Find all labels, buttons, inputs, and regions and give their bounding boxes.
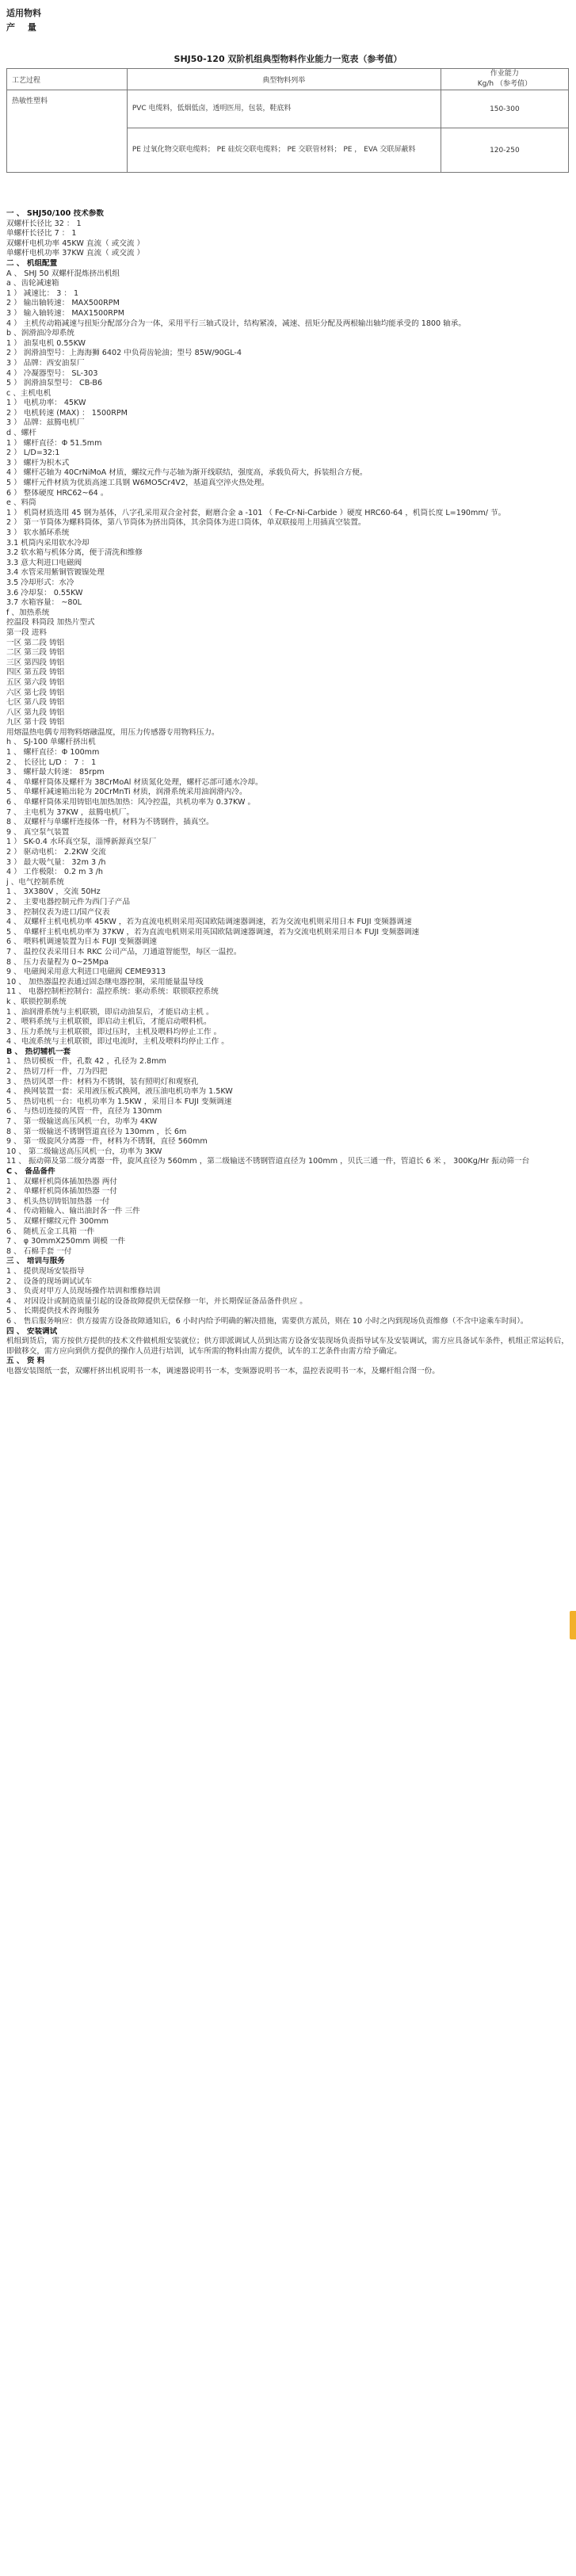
body-line: 3 ） 品牌：西安油泵厂 xyxy=(6,358,85,368)
body-line: a 、齿轮减速箱 xyxy=(6,279,59,288)
table-cell-materials: PVC 电缆料，低烟低卤，透明医用，包装，鞋底料 xyxy=(127,90,441,128)
section-heading: B 、 热切辅机一套 xyxy=(6,1047,71,1056)
body-line: 3 、 控制仪表为进口/国产仪表 xyxy=(6,907,110,917)
body-line: 5 、 双螺杆螺纹元件 300mm xyxy=(6,1216,109,1226)
body-line: 一区 第二段 铸铝 xyxy=(6,638,65,647)
body-line: 4 、 单螺杆筒体及螺杆为 38CrMoAl 材质氮化处理，螺杆芯部可通水冷却。 xyxy=(6,777,263,787)
body-line: 3 ） 最大吸气量： 32m 3 /h xyxy=(6,857,106,867)
body-line: 五区 第六段 铸铝 xyxy=(6,677,65,687)
body-line: 8 、 双螺杆与单螺杆连接体一件，材料为不锈钢件，插真空。 xyxy=(6,818,214,827)
document-title: SHJ50-120 双阶机组典型物料作业能力一览表（参考值） xyxy=(174,54,402,64)
body-line: 单螺杆电机功率 37KW 直流（ 或交流 ） xyxy=(6,249,145,258)
body-line: e 、料筒 xyxy=(6,498,36,508)
body-line: 1 ） SK-0.4 水环真空泵，淄博新源真空泵厂 xyxy=(6,838,157,847)
body-line: c 、主机电机 xyxy=(6,388,51,398)
body-line: 4 ） 螺杆芯轴为 40CrNiMoA 材质，螺纹元件与芯轴为渐开线联结，强度高，承载负荷大，拆装组合方便。 xyxy=(6,468,368,478)
body-line: 4 、 换网装置一套：采用液压板式换网，液压油电机功率为 1.5KW xyxy=(6,1087,233,1097)
body-line: 2 ） L/D=32:1 xyxy=(6,448,60,458)
body-line: 9 、 真空泵气装置 xyxy=(6,827,70,837)
body-line: 1 、 螺杆直径：Φ 100mm xyxy=(6,748,100,758)
body-line: 九区 第十段 铸铝 xyxy=(6,718,65,727)
body-line: 六区 第七段 铸铝 xyxy=(6,688,65,697)
body-line: 2 、喂料系统与主机联锁，即启动主机后，才能启动喂料机。 xyxy=(6,1017,212,1027)
body-line: 用熔温热电偶专用物料熔融温度，用压力传感器专用物料压力。 xyxy=(6,727,219,737)
table-cell-process: 热敏性塑料 xyxy=(7,90,128,173)
body-line: k 、联锁控制系统 xyxy=(6,997,67,1006)
body-line: 3 、 热切风罩一件：材料为不锈钢，装有照明灯和观察孔 xyxy=(6,1077,199,1086)
body-line: 3 ） 输入轴转速： MAX1500RPM xyxy=(6,308,124,318)
body-line: 1 ） 螺杆直径：Φ 51.5mm xyxy=(6,438,102,448)
body-line: 11 、 电器控制柜控制台：温控系统：驱动系统：联锁联控系统 xyxy=(6,987,219,997)
body-line: 控温段 料筒段 加热片型式 xyxy=(6,618,95,628)
body-line: h 、 SJ-100 单螺杆挤出机 xyxy=(6,738,96,747)
table-header-materials: 典型物料列举 xyxy=(127,69,441,90)
body-line: 3.6 冷却泵： 0.55KW xyxy=(6,588,83,597)
section-heading: C 、 备品备件 xyxy=(6,1167,55,1176)
body-line: 3.3 意大利进口电磁阀 xyxy=(6,558,82,567)
table-row xyxy=(7,90,569,128)
body-line: 4 ） 主机传动箱减速与扭矩分配部分合为一体，采用平行三轴式设计，结构紧凑，减速、扭矩分配及两根输出轴均能承受的 1800 轴承。 xyxy=(6,319,466,328)
body-line: 6 ） 整体硬度 HRC62~64 。 xyxy=(6,488,109,498)
body-line: 9 、 电磁阀采用意大利进口电磁阀 CEME9313 xyxy=(6,967,166,977)
section-heading: 二 、 机组配置 xyxy=(6,258,58,268)
body-line: 三区 第四段 铸铝 xyxy=(6,658,65,667)
header-materials: 适用物料 xyxy=(6,8,41,18)
body-line: 10 、 第二级输送高压风机一台，功率为 3KW xyxy=(6,1147,162,1156)
body-line: 4 、 双螺杆主机电机功率 45KW ，若为直流电机则采用英国欧陆调速器调速，若为交流电机则采用日本 FUJI 变频器调速 xyxy=(6,918,412,927)
section-heading: 三 、 培训与服务 xyxy=(6,1257,65,1266)
body-line: 1 、 双螺杆机筒体插加热器 两付 xyxy=(6,1177,117,1186)
body-line: 2 、 长径比 L/D ： 7 ： 1 xyxy=(6,758,97,767)
body-line: 3.2 软水箱与机体分离，便于清洗和维修 xyxy=(6,548,143,558)
body-line: 2 ） 润滑油型号：上海海狮 6402 中负荷齿轮油；型号 85W/90GL-4 xyxy=(6,349,242,358)
body-line: 4 、 传动箱输入、输出油封各一件 三件 xyxy=(6,1207,140,1216)
table-cell-capacity: 150-300 xyxy=(441,90,568,128)
section-heading: 一 、 SHJ50/100 技术参数 xyxy=(6,209,104,218)
body-line: 6 、 单螺杆筒体采用铸铝电加热加热：风冷控温，共机功率为 0.37KW 。 xyxy=(6,798,256,807)
table-cell-materials: PE 过氧化物交联电缆料； PE 硅烷交联电缆料； PE 交联管材料； PE ， EVA 交联屏蔽料 xyxy=(127,128,441,173)
body-line: 5 、 单螺杆主机电机功率为 37KW ，若为直流电机则采用英国欧陆调速器调速，若为交流电机则采用日本 FUJI 变频器调速 xyxy=(6,927,420,937)
body-line: 2 、 主要电器控制元件为西门子产品 xyxy=(6,897,131,906)
body-line: 二区 第三段 铸铝 xyxy=(6,648,65,658)
body-line: 8 、 压力表量程为 0~25Mpa xyxy=(6,957,109,967)
table-cell-capacity: 120-250 xyxy=(441,128,568,173)
body-line: 7 、 第一级输送高压风机一台，功率为 4KW xyxy=(6,1117,158,1127)
header-output: 产 量 xyxy=(6,22,41,32)
capacity-table xyxy=(6,68,569,173)
body-line: 1 ） 机筒材质选用 45 钢为基体，八字孔采用双合金衬套，耐磨合金 a -101 （ Fe-Cr-Ni-Carbide ）硬度 HRC60-64 ，机筒长度 L=190mm/ 节。 xyxy=(6,508,506,517)
body-line: 双螺杆电机功率 45KW 直流（ 或交流 ） xyxy=(6,239,145,248)
body-line: 双螺杆长径比 32 ： 1 xyxy=(6,219,82,228)
body-line: 7 、 温控仪表采用日本 RKC 公司产品，刀通道智能型，每区一温控。 xyxy=(6,947,242,956)
body-line: 10 、 加热器温控表通过固态继电器控制，采用能量温导线 xyxy=(6,977,204,987)
body-line: 机组到货后，需方按供方提供的技术文件做机组安装就位；供方即派调试人员到达需方设备安装现场负责指导试车及安装调试，需方应具备试车条件，机组正常运转后，即做移交，需方应向到供方提供的操作人员进行培训，试车所需的物料由需方提供，试车的工艺条件由需方给予确定。 xyxy=(6,1337,569,1356)
body-line: 4 、 对因设计或制造质量引起的设备故障提供无偿保修一年，并长期保证备品备件供应 。 xyxy=(6,1296,307,1306)
body-line: 3 、 机头热切铸铝加热器 一付 xyxy=(6,1196,110,1206)
section-heading: 四 、 安装调试 xyxy=(6,1326,58,1336)
section-heading: 五 、 资 料 xyxy=(6,1357,45,1366)
document-body xyxy=(6,209,570,1376)
body-line: 6 、 喂料机调速装置为日本 FUJI 变频器调速 xyxy=(6,937,158,947)
body-line: 6 、 与热切连接的风管一件，直径为 130mm xyxy=(6,1107,162,1116)
body-line: 5 、 单螺杆减速箱出轮为 20CrMnTi 材质，润滑系统采用油润滑内冷。 xyxy=(6,788,247,797)
body-line: 1 ） 减速比： 3 ： 1 xyxy=(6,288,79,298)
body-line: j 、电气控制系统 xyxy=(6,877,64,887)
body-line: 6 、 随机五金工具箱 一件 xyxy=(6,1227,95,1236)
body-line: 1 ） 油泵电机 0.55KW xyxy=(6,338,86,348)
body-line: 5 、 长期提供技术咨询服务 xyxy=(6,1307,100,1316)
body-line: 1 、 热切模板一件，孔数 42 ，孔径为 2.8mm xyxy=(6,1057,166,1067)
body-line: 七区 第八段 铸铝 xyxy=(6,698,65,708)
body-line: 6 、 售后服务响应：供方接需方设备故障通知后，6 小时内给予明确的解决措施，需要供方派员，则在 10 小时之内到现场负责维修（不含中途乘车时间）。 xyxy=(6,1316,528,1326)
body-line: 11 、 振动筛及第二级分离器一件，旋风直径为 560mm ，第二级输送不锈钢管道直径为 100mm ，贝氏三通一件，管道长 6 米 ， 300Kg/Hr 振动筛一台 xyxy=(6,1157,530,1166)
body-line: 4 、电流系统与主机联锁，即过电流时，主机及喂料均停止工作 。 xyxy=(6,1037,229,1047)
body-line: 八区 第九段 铸铝 xyxy=(6,708,65,717)
body-line: 3 ） 软水循环系统 xyxy=(6,529,70,537)
body-line: 3 ） 品牌：兹腾电机厂 xyxy=(6,418,85,428)
body-line: 2 、 设备的现场调试试车 xyxy=(6,1277,93,1286)
body-line: 3 、 负责对甲方人员现场操作培训和维修培训 xyxy=(6,1287,161,1296)
body-line: 2 、 单螺杆机筒体插加热器 一付 xyxy=(6,1187,117,1196)
body-line: 3.7 水箱容量： ~80L xyxy=(6,598,82,608)
body-line: 2 ） 输出轴转速： MAX500RPM xyxy=(6,299,120,308)
body-line: 2 ） 电机转速 (MAX) ： 1500RPM xyxy=(6,408,128,418)
table-header-capacity: 作业能力 Kg/h （参考值） xyxy=(441,69,568,90)
body-line: 4 ） 冷凝器型号： SL-303 xyxy=(6,368,98,378)
body-line: 四区 第五段 铸铝 xyxy=(6,668,65,677)
side-tab-marker[interactable] xyxy=(570,1611,576,1639)
body-line: 7 、 φ 30mmX250mm 调模 一件 xyxy=(6,1237,126,1246)
body-line: 1 、油润滑系统与主机联锁，即启动油泵后，才能启动主机 。 xyxy=(6,1007,214,1017)
body-line: 8 、 石棉手套 一付 xyxy=(6,1246,72,1256)
body-line: 单螺杆长径比 7 ： 1 xyxy=(6,229,77,239)
body-line: 3 ） 螺杆为积木式 xyxy=(6,458,70,467)
body-line: 5 ） 润滑油泵型号： CB-B6 xyxy=(6,379,103,388)
body-line: 1 ） 电机功率： 45KW xyxy=(6,399,86,408)
body-line: 3.4 水管采用紫铜管镀镍处理 xyxy=(6,568,105,578)
body-line: 2 ） 驱动电机： 2.2KW 交流 xyxy=(6,848,106,857)
body-line: d 、螺杆 xyxy=(6,429,36,438)
body-line: A 、 SHJ 50 双螺杆混炼挤出机组 xyxy=(6,269,120,278)
body-line: 3.5 冷却形式：水冷 xyxy=(6,578,74,587)
table-header-process: 工艺过程 xyxy=(7,69,128,90)
body-line: 3 、压力系统与主机联锁，即过压时，主机及喂料均停止工作 。 xyxy=(6,1027,222,1036)
body-line: 5 ） 螺杆元件材质为优质高速工具钢 W6MO5Cr4V2，基道真空淬火热处理。 xyxy=(6,479,269,488)
body-line: 4 ） 工作极限： 0.2 m 3 /h xyxy=(6,868,103,877)
body-line: f 、加热系统 xyxy=(6,608,50,617)
body-line: 2 ） 第一节筒体为螺料筒体，第八节筒体为挤出筒体，其余筒体为进口筒体，单双联接用上用插真空装置。 xyxy=(6,518,366,528)
table-header-row xyxy=(7,69,569,90)
body-line: 8 、 第一级输送不锈钢管道直径为 130mm ，长 6m xyxy=(6,1127,187,1136)
body-line: 5 、 热切电机一台：电机功率为 1.5KW ，采用日本 FUJI 变频调速 xyxy=(6,1097,232,1106)
body-line: 3.1 机筒内采用软水冷却 xyxy=(6,538,90,548)
body-line: 3 、 螺杆最大转速： 85rpm xyxy=(6,768,105,777)
body-line: 1 、 提供现场安装指导 xyxy=(6,1266,85,1276)
body-line: 电器安装图纸一套，双螺杆挤出机说明书一本，调速器说明书一本，变频器说明书一本，温控表说明书一本，及螺杆组合图一份。 xyxy=(6,1366,440,1376)
body-line: 1 、 3X380V ，交流 50Hz xyxy=(6,887,101,897)
body-line: b 、润滑油冷却系统 xyxy=(6,329,74,338)
body-line: 7 、 主电机为 37KW ，兹腾电机厂。 xyxy=(6,807,135,817)
body-line: 2 、 热切刀杆一件，刀为四把 xyxy=(6,1067,108,1077)
body-line: 9 、 第一级旋风分离器一件，材料为不锈钢，直径 560mm xyxy=(6,1137,208,1147)
body-line: 第一段 进料 xyxy=(6,628,48,637)
